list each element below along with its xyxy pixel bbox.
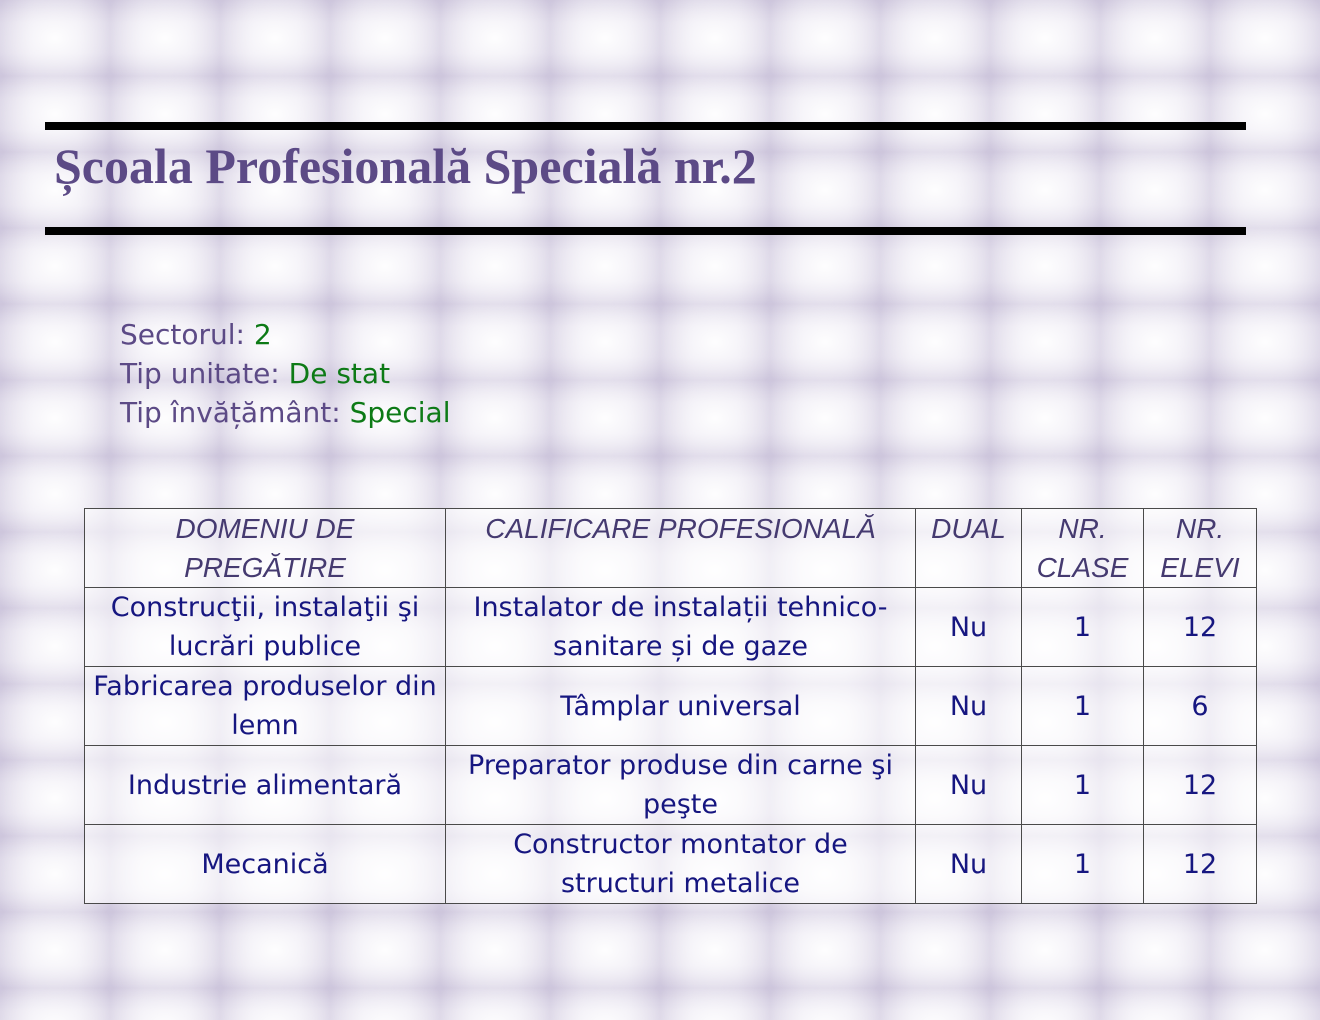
unit-type-label: Tip unitate: — [120, 357, 280, 390]
education-type-value: Special — [349, 396, 451, 429]
header-dual: DUAL — [916, 509, 1022, 588]
cell-class-count: 1 — [1022, 825, 1144, 904]
cell-domain: Industrie alimentară — [85, 746, 446, 825]
table-row — [85, 825, 1257, 904]
cell-dual: Nu — [916, 825, 1022, 904]
education-type-label: Tip învățământ: — [120, 396, 341, 429]
page-title: Școala Profesională Specială nr.2 — [54, 138, 757, 194]
cell-domain: Construcţii, instalaţii şi lucrări publice — [85, 588, 446, 667]
title-bottom-rule — [45, 227, 1246, 235]
header-class-count: NR. CLASE — [1022, 509, 1144, 588]
cell-student-count: 12 — [1144, 746, 1257, 825]
table-row — [85, 667, 1257, 746]
header-student-count: NR. ELEVI — [1144, 509, 1257, 588]
title-top-rule — [45, 122, 1246, 130]
table-row — [85, 588, 1257, 667]
cell-qualification: Constructor montator de structuri metalice — [446, 825, 916, 904]
cell-qualification: Preparator produse din carne şi peşte — [446, 746, 916, 825]
header-domain: DOMENIU DE PREGĂTIRE — [85, 509, 446, 588]
cell-qualification: Tâmplar universal — [446, 667, 916, 746]
sector-line — [120, 315, 450, 354]
cell-class-count: 1 — [1022, 667, 1144, 746]
education-type-line — [120, 393, 450, 432]
table-row — [85, 746, 1257, 825]
qualifications-table — [84, 508, 1257, 904]
cell-class-count: 1 — [1022, 588, 1144, 667]
header-qualification: CALIFICARE PROFESIONALĂ — [446, 509, 916, 588]
cell-domain: Mecanică — [85, 825, 446, 904]
cell-dual: Nu — [916, 588, 1022, 667]
cell-class-count: 1 — [1022, 746, 1144, 825]
cell-student-count: 12 — [1144, 825, 1257, 904]
cell-student-count: 12 — [1144, 588, 1257, 667]
sector-label: Sectorul: — [120, 318, 245, 351]
cell-qualification: Instalator de instalații tehnico-sanitare și de gaze — [446, 588, 916, 667]
unit-type-value: De stat — [288, 357, 391, 390]
school-info — [120, 315, 450, 432]
cell-student-count: 6 — [1144, 667, 1257, 746]
table-header-row — [85, 509, 1257, 588]
unit-type-line — [120, 354, 450, 393]
cell-domain: Fabricarea produselor din lemn — [85, 667, 446, 746]
cell-dual: Nu — [916, 667, 1022, 746]
sector-value: 2 — [253, 318, 272, 351]
cell-dual: Nu — [916, 746, 1022, 825]
